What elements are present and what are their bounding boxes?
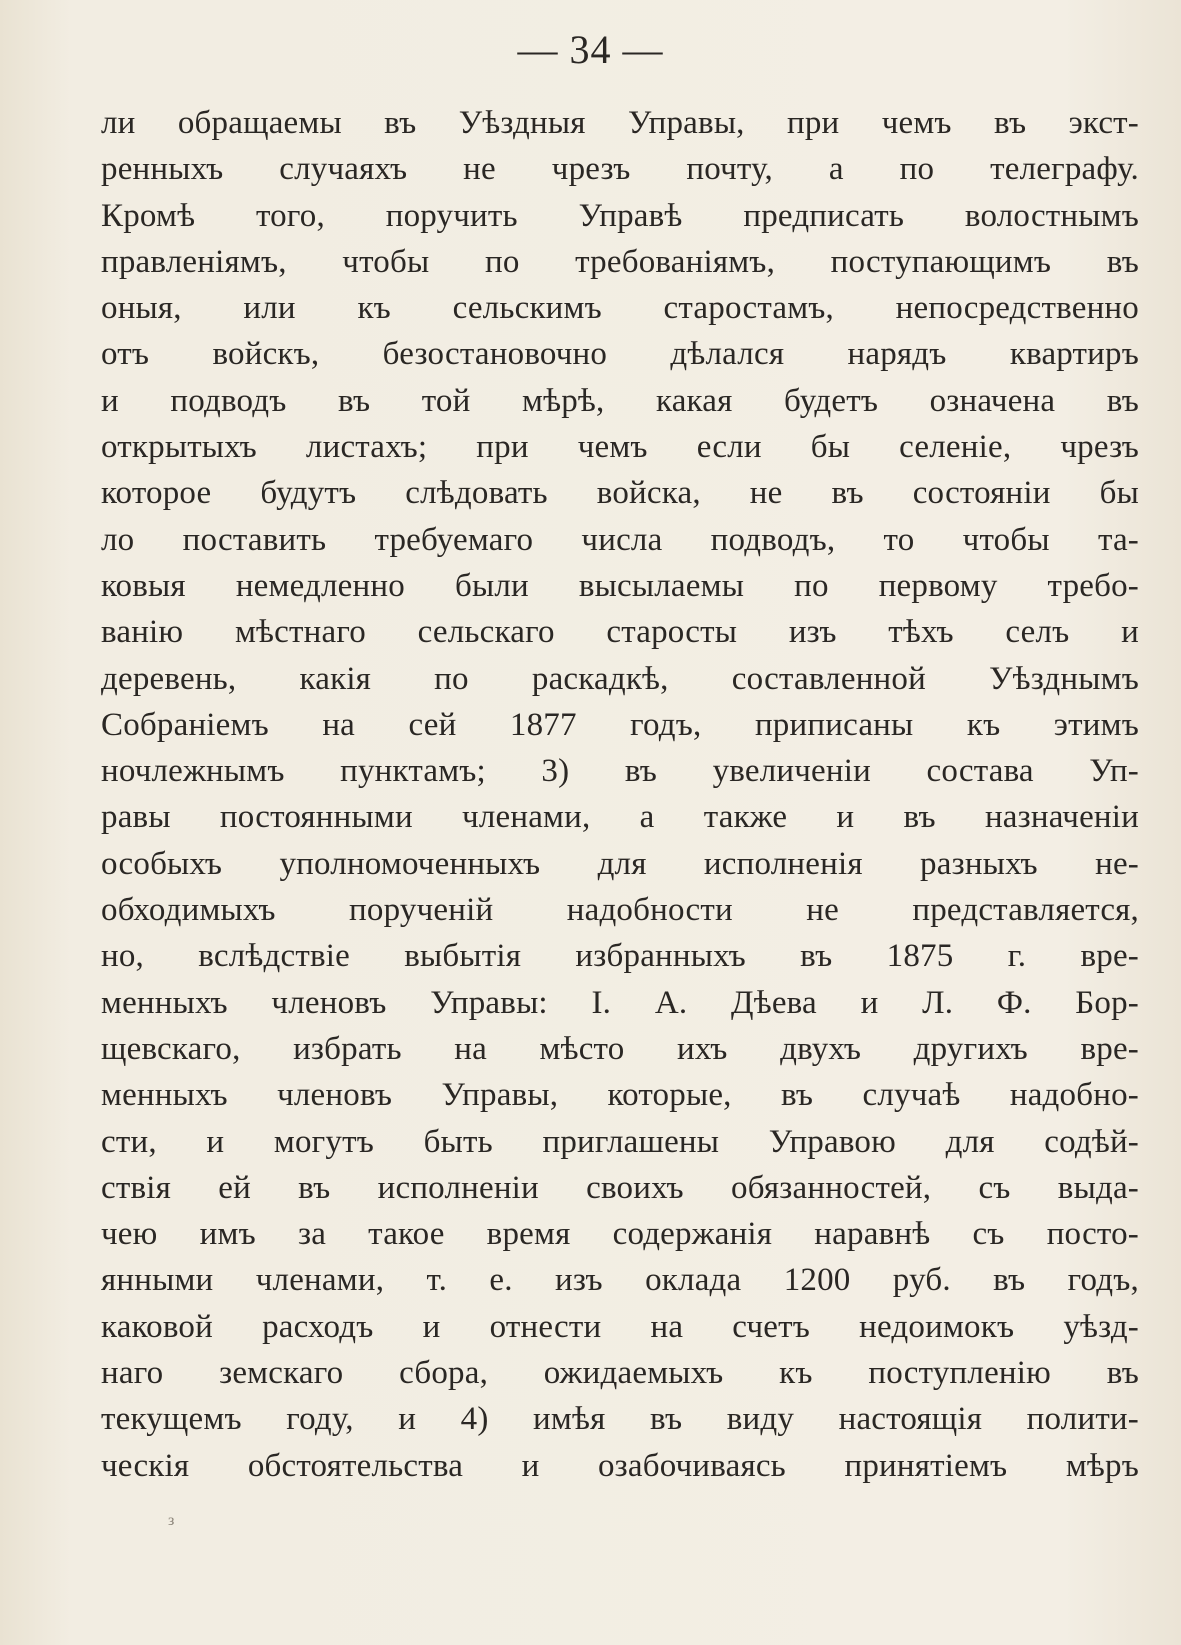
text-line: текущемъ году, и 4) имѣя въ виду настоящія полити- <box>101 1401 1139 1438</box>
text-line: отъ войскъ, безостановочно дѣлался нарядъ квартиръ <box>101 336 1139 373</box>
text-line: ванію мѣстнаго сельскаго старосты изъ тѣхъ селъ и <box>101 614 1139 651</box>
text-line: и подводъ въ той мѣрѣ, какая будетъ означена въ <box>101 382 1139 419</box>
page-number: — 34 — <box>517 27 664 72</box>
text-line: особыхъ уполномоченныхъ для исполненія разныхъ не- <box>101 845 1139 882</box>
text-line: ночлежнымъ пунктамъ; 3) въ увеличеніи состава Уп- <box>101 753 1139 790</box>
text-line: щевскаго, избрать на мѣсто ихъ двухъ другихъ вре- <box>101 1030 1139 1067</box>
text-line: каковой расходъ и отнести на счетъ недоимокъ уѣзд- <box>101 1308 1139 1345</box>
text-line: открытыхъ листахъ; при чемъ если бы селеніе, чрезъ <box>101 429 1139 466</box>
text-line: ло поставить требуемаго числа подводъ, то чтобы та- <box>101 521 1139 558</box>
text-line: правленіямъ, чтобы по требованіямъ, поступающимъ въ <box>101 243 1139 280</box>
text-line: оныя, или къ сельскимъ старостамъ, непосредственно <box>101 290 1139 327</box>
text-line: Кромѣ того, поручить Управѣ предписать волостнымъ <box>101 197 1139 234</box>
text-line: которое будутъ слѣдовать войска, не въ состояніи бы <box>101 475 1139 512</box>
text-line: обходимыхъ порученій надобности не представляется, <box>101 892 1139 929</box>
text-line: менныхъ членовъ Управы: І. А. Дѣева и Л. Ф. Бор- <box>101 984 1139 1021</box>
text-line: ковыя немедленно были высылаемы по первому требо- <box>101 567 1139 604</box>
text-line: ли обращаемы въ Уѣздныя Управы, при чемъ въ экст- <box>101 105 1139 141</box>
margin-mark: з <box>168 1512 175 1529</box>
text-line: ческія обстоятельства и озабочиваясь принятіемъ мѣръ <box>101 1447 1139 1484</box>
text-line: но, вслѣдствіе выбытія избранныхъ въ 1875 г. вре- <box>101 938 1139 975</box>
text-line: сти, и могутъ быть приглашены Управою для содѣй- <box>101 1123 1139 1160</box>
text-line: янными членами, т. е. изъ оклада 1200 руб. въ годъ, <box>101 1262 1139 1299</box>
text-line: менныхъ членовъ Управы, которые, въ случаѣ надобно- <box>101 1077 1139 1114</box>
text-line: деревень, какія по раскадкѣ, составленной Уѣзднымъ <box>101 660 1139 697</box>
text-line: Собраніемъ на сей 1877 годъ, приписаны къ этимъ <box>101 706 1139 743</box>
text-line: чею имъ за такое время содержанія наравнѣ съ посто- <box>101 1216 1139 1253</box>
body-text <box>101 100 1139 1489</box>
text-line: равы постоянными членами, а также и въ назначеніи <box>101 799 1139 836</box>
text-line: ствія ей въ исполненіи своихъ обязанностей, съ выда- <box>101 1169 1139 1206</box>
text-line: наго земскаго сбора, ожидаемыхъ къ поступленію въ <box>101 1355 1139 1392</box>
text-line: ренныхъ случаяхъ не чрезъ почту, а по телеграфу. <box>101 151 1139 188</box>
